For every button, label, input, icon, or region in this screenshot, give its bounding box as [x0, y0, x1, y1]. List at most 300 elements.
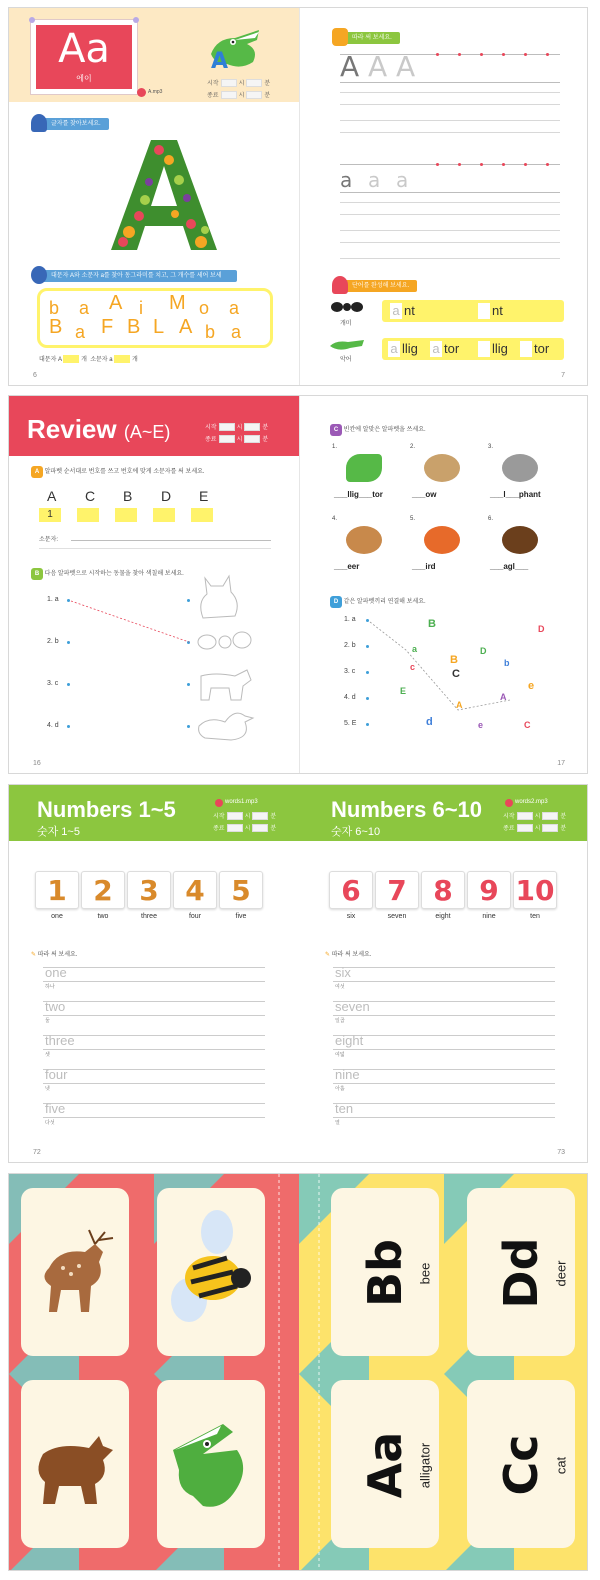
count-upper-label: 대문자 A	[39, 357, 62, 363]
letter-big: Aa	[58, 26, 110, 72]
count-letter[interactable]: B	[127, 316, 141, 338]
min-unit: 분	[270, 814, 277, 820]
svg-text:A: A	[211, 49, 229, 72]
complete-word-banner	[338, 280, 417, 292]
alligator-word-box[interactable]	[382, 338, 564, 360]
cat-outline-icon	[195, 572, 245, 624]
trace-upper-row	[340, 48, 560, 88]
word-part: nt	[492, 303, 503, 318]
scatter-letter[interactable]: D	[480, 646, 487, 656]
numbers-title-right: Numbers 6~10	[331, 797, 483, 822]
count-answer	[39, 354, 138, 363]
animal-word-blank[interactable]: ___llig___tor	[334, 490, 383, 499]
count-letter[interactable]: M	[169, 292, 186, 314]
number-tile[interactable]	[173, 871, 217, 909]
kid-icon	[31, 114, 47, 132]
page-17	[299, 396, 588, 773]
page-number: 7	[561, 372, 565, 379]
writing-line[interactable]	[340, 230, 560, 231]
word-blank[interactable]: a	[430, 341, 442, 357]
picture-card-bee[interactable]	[157, 1188, 265, 1356]
animal-word-blank[interactable]: ___agl___	[490, 562, 529, 571]
section-b-text: 다음 알파벳으로 시작하는 동물을 찾아 색칠해 보세요.	[44, 571, 184, 577]
number-digit: 1	[47, 874, 67, 907]
number-tile[interactable]	[219, 871, 263, 909]
animal-number: 3.	[488, 444, 494, 450]
time-start-hour-field[interactable]	[221, 79, 237, 87]
spread-flashcards	[8, 1173, 588, 1571]
trace-word-korean: 아홉	[335, 1086, 345, 1092]
number-word: seven	[387, 913, 407, 920]
animal-number: 2.	[410, 444, 416, 450]
writing-line[interactable]	[340, 214, 560, 215]
count-letter[interactable]: A	[109, 292, 123, 314]
number-tile[interactable]	[421, 871, 465, 909]
bee-icon	[167, 1208, 257, 1338]
time-end-hour-field[interactable]	[517, 824, 533, 832]
hour-unit: 시	[244, 814, 251, 820]
trace-label-left	[31, 949, 77, 958]
trace-word[interactable]: ten	[335, 1101, 354, 1116]
section-c-text: 빈칸에 알맞은 알파벳을 쓰세요.	[343, 427, 426, 433]
letter-korean: 에이	[76, 74, 92, 83]
order-number-field[interactable]: 1	[39, 508, 61, 522]
pin-icon	[29, 17, 35, 23]
min-unit: 분	[264, 81, 271, 87]
count-letter[interactable]: a	[75, 322, 86, 342]
word-part: tor	[534, 341, 550, 356]
trace-baseline[interactable]	[43, 1117, 265, 1118]
writing-line[interactable]	[340, 92, 560, 93]
trace-letter[interactable]: A	[340, 50, 360, 83]
trace-word[interactable]: four	[45, 1067, 68, 1082]
lowercase-label: 소문자:	[39, 537, 59, 543]
number-word: ten	[530, 913, 540, 920]
connect-item-label: 1. a	[344, 616, 356, 623]
dog-outline-icon	[195, 666, 255, 702]
trace-word-korean: 여덟	[335, 1052, 345, 1058]
time-start-min-field[interactable]	[246, 79, 262, 87]
writing-line[interactable]	[340, 104, 560, 105]
trace-word-korean: 열	[335, 1120, 340, 1126]
hour-unit: 시	[534, 826, 541, 832]
pencil-icon: ✎	[325, 952, 331, 958]
scatter-letter[interactable]: B	[428, 618, 436, 630]
trace-baseline[interactable]	[43, 1083, 265, 1084]
trace-guideline	[43, 1103, 265, 1104]
guide-dot	[502, 53, 505, 56]
number-word: four	[188, 913, 202, 920]
card-word: bee	[417, 1262, 433, 1285]
time-start-label: 시작	[213, 814, 225, 820]
connect-item-label: 5. E	[344, 720, 357, 727]
word-part: llig	[402, 341, 418, 356]
section-b-badge: B	[31, 568, 43, 580]
animal-number: 5.	[410, 516, 416, 522]
match-item-label: 2. b	[47, 638, 59, 645]
animal-number: 6.	[488, 516, 494, 522]
hour-unit: 시	[236, 437, 243, 443]
page-number: 73	[557, 1149, 565, 1156]
section-a-text: 알파벳 순서대로 번호를 쓰고 번호에 맞게 소문자를 써 보세요.	[44, 469, 205, 475]
count-letter[interactable]: o	[199, 298, 210, 318]
find-letter-banner	[37, 118, 109, 130]
match-item-label: 4. d	[47, 722, 59, 729]
section-a-badge: A	[31, 466, 43, 478]
count-unit: 개	[131, 357, 138, 363]
time-end-label: 종료	[207, 93, 219, 99]
review-range: (A~E)	[123, 422, 171, 442]
trace-guideline	[333, 1069, 555, 1070]
page-number: 16	[33, 760, 41, 767]
count-letter[interactable]: i	[139, 298, 143, 318]
trace-instruction: 따라 써 보세요.	[352, 35, 392, 41]
animal-word-blank[interactable]: ___l___phant	[490, 490, 541, 499]
animal-number: 1.	[332, 444, 338, 450]
time-start-label: 시작	[207, 81, 219, 87]
ant-icon	[330, 298, 364, 316]
count-instruction: 대문자 A와 소문자 a를 찾아 동그라미를 치고, 그 개수를 세어 보세	[51, 273, 222, 279]
count-letter[interactable]: a	[79, 298, 90, 318]
time-end-min-field[interactable]	[542, 824, 558, 832]
order-letter: C	[85, 488, 96, 504]
trace-guideline	[340, 164, 560, 165]
trace-baseline[interactable]	[333, 1083, 555, 1084]
complete-word-instruction: 단어를 완성해 보세요.	[352, 283, 410, 289]
writing-line[interactable]	[340, 258, 560, 259]
trace-baseline[interactable]	[43, 981, 265, 982]
writing-line[interactable]	[340, 202, 560, 203]
trace-banner	[338, 32, 400, 44]
letter-card-bee[interactable]	[331, 1188, 439, 1356]
match-item-label: 3. c	[47, 680, 59, 687]
trace-word-korean: 하나	[45, 984, 55, 990]
number-tile[interactable]	[127, 871, 171, 909]
card-letter: Cc	[494, 1434, 548, 1496]
animal-word-blank[interactable]: ___ow	[412, 490, 437, 499]
count-lower-field[interactable]	[114, 355, 130, 363]
card-letter: Bb	[358, 1239, 412, 1307]
pencil-icon: ✎	[31, 952, 37, 958]
trace-word-korean: 넷	[45, 1086, 50, 1092]
page-72	[9, 785, 299, 1162]
number-word: six	[346, 913, 356, 920]
min-unit: 분	[264, 93, 271, 99]
card-word: alligator	[417, 1442, 433, 1489]
count-letter[interactable]: B	[49, 316, 63, 338]
scatter-letter[interactable]: D	[538, 624, 545, 634]
number-digit: 8	[433, 874, 453, 907]
animal-word-blank[interactable]: ___ird	[412, 562, 436, 571]
page-number: 6	[33, 372, 37, 379]
guide-dot	[546, 163, 549, 166]
speaker-icon[interactable]	[505, 799, 513, 807]
guide-dot	[436, 163, 439, 166]
word-blank[interactable]: a	[388, 341, 400, 357]
time-end-min-field[interactable]	[252, 824, 268, 832]
trace-word[interactable]: six	[335, 965, 351, 980]
card-word: deer	[553, 1260, 569, 1287]
number-tile[interactable]	[375, 871, 419, 909]
guide-dot	[502, 163, 505, 166]
letter-card-alligator[interactable]	[331, 1380, 439, 1548]
word-part: tor	[444, 341, 460, 356]
guide-dot	[436, 53, 439, 56]
count-letter[interactable]: b	[205, 322, 216, 342]
number-word: nine	[482, 913, 496, 920]
guide-dot	[524, 163, 527, 166]
numbers-subtitle-left: 숫자 1~5	[37, 826, 80, 838]
picture-card-deer[interactable]	[21, 1188, 129, 1356]
trace-word[interactable]: three	[45, 1033, 75, 1048]
page-73	[299, 785, 588, 1162]
count-letter[interactable]: A	[179, 316, 193, 338]
trace-word[interactable]: eight	[335, 1033, 364, 1048]
ant-word-box[interactable]	[382, 300, 564, 322]
letter-card-deer[interactable]	[467, 1188, 575, 1356]
guide-dot	[480, 53, 483, 56]
spread-review	[8, 395, 588, 774]
duck-outline-icon	[195, 704, 255, 744]
alligator-small-icon	[328, 338, 366, 352]
guide-dot	[524, 53, 527, 56]
connect-lines-dotted	[300, 396, 588, 774]
trace-letter[interactable]: a	[368, 168, 381, 192]
trace-word-korean: 셋	[45, 1052, 50, 1058]
number-digit: 6	[341, 874, 361, 907]
writing-line[interactable]	[340, 120, 560, 121]
min-unit: 분	[560, 814, 567, 820]
letter-card	[31, 20, 137, 94]
spread-numbers	[8, 784, 588, 1163]
trace-baseline[interactable]	[333, 1117, 555, 1118]
count-lower-label: 소문자 a	[90, 357, 113, 363]
number-tile[interactable]	[467, 871, 511, 909]
order-letter: D	[161, 488, 172, 504]
card-letter: Dd	[494, 1237, 548, 1309]
scatter-letter[interactable]: C	[452, 668, 460, 680]
giraffe-icon	[332, 28, 348, 46]
number-tile[interactable]	[81, 871, 125, 909]
card-word: cat	[553, 1456, 569, 1475]
page-number: 17	[557, 760, 565, 767]
scatter-letter[interactable]: b	[504, 658, 510, 668]
word-blank[interactable]	[478, 303, 490, 319]
order-letter: A	[47, 488, 57, 504]
count-unit: 개	[81, 357, 87, 363]
letter-card-cat[interactable]	[467, 1380, 575, 1548]
number-tile[interactable]	[35, 871, 79, 909]
time-start-min-field[interactable]	[252, 812, 268, 820]
scatter-letter[interactable]: a	[412, 644, 418, 654]
trace-word-korean: 둘	[45, 1018, 50, 1024]
time-end-hour-field[interactable]	[227, 824, 243, 832]
trace-word-korean: 다섯	[45, 1120, 55, 1126]
audio-filename[interactable]: A.mp3	[148, 89, 163, 95]
numbers-subtitle-right: 숫자 6~10	[331, 826, 381, 838]
trace-word-korean: 여섯	[335, 984, 345, 990]
count-letter[interactable]: b	[49, 298, 60, 318]
trace-label-text: 따라 써 보세요.	[331, 952, 372, 958]
page-number: 72	[33, 1149, 41, 1156]
number-tile[interactable]	[329, 871, 373, 909]
number-digit: 2	[93, 874, 113, 907]
trace-guideline	[43, 1069, 265, 1070]
scatter-letter[interactable]: e	[528, 680, 535, 692]
connect-item-label: 2. b	[344, 642, 356, 649]
trace-letter[interactable]: A	[368, 50, 388, 83]
number-digit: 9	[479, 874, 499, 907]
count-letter[interactable]: F	[101, 316, 114, 338]
trace-baseline[interactable]	[43, 1049, 265, 1050]
trace-letter[interactable]: a	[396, 168, 409, 192]
trace-baseline[interactable]	[333, 1049, 555, 1050]
scatter-letter[interactable]: C	[524, 720, 531, 730]
speaker-icon[interactable]	[137, 88, 146, 97]
writing-line[interactable]	[340, 132, 560, 133]
trace-label-right	[325, 949, 371, 958]
number-tile[interactable]	[513, 871, 557, 909]
match-item-label: 1. a	[47, 596, 59, 603]
trace-label-text: 따라 써 보세요.	[37, 952, 78, 958]
trace-word[interactable]: two	[45, 999, 66, 1014]
trace-guideline	[333, 1035, 555, 1036]
trace-guideline	[43, 1001, 265, 1002]
time-end-hour-field[interactable]	[221, 91, 237, 99]
number-digit: 5	[231, 874, 251, 907]
alligator-label: 악어	[340, 357, 352, 363]
hour-unit: 시	[238, 81, 245, 87]
hour-unit: 시	[238, 93, 245, 99]
guide-dot	[458, 53, 461, 56]
review-title-text: Review	[27, 414, 117, 444]
hour-unit: 시	[236, 425, 243, 431]
time-start-min-field[interactable]	[542, 812, 558, 820]
audio-filename[interactable]: words2.mp3	[515, 799, 548, 805]
trace-guideline	[333, 1103, 555, 1104]
order-letter: E	[199, 488, 209, 504]
number-word: five	[235, 913, 247, 920]
min-unit: 분	[560, 826, 567, 832]
trace-baseline[interactable]	[333, 1015, 555, 1016]
guide-dot	[480, 163, 483, 166]
scatter-letter[interactable]: A	[500, 692, 507, 702]
min-unit: 분	[262, 425, 269, 431]
ant-outline-icon	[195, 626, 255, 656]
word-blank[interactable]	[478, 341, 490, 357]
trace-letter[interactable]: a	[340, 168, 353, 192]
scatter-letter[interactable]: E	[400, 686, 407, 696]
spread-letter-a	[8, 7, 588, 386]
deer-icon	[29, 1228, 121, 1318]
count-letters-row2	[49, 316, 259, 344]
count-letter[interactable]: a	[231, 322, 242, 342]
trace-guideline	[43, 967, 265, 968]
connect-item-label: 4. d	[344, 694, 356, 701]
word-blank[interactable]: a	[390, 303, 402, 319]
number-digit: 4	[185, 874, 205, 907]
picture-card-cat[interactable]	[21, 1380, 129, 1548]
match-line-dotted	[9, 396, 299, 774]
time-start-hour-field[interactable]	[517, 812, 533, 820]
trace-word-korean: 일곱	[335, 1018, 345, 1024]
trace-word[interactable]: seven	[335, 999, 370, 1014]
section-d-badge: D	[330, 596, 342, 608]
trace-letter[interactable]: A	[396, 50, 416, 83]
pin-icon	[133, 17, 139, 23]
time-start-label: 시작	[503, 814, 515, 820]
scatter-letter[interactable]: A	[456, 700, 463, 710]
order-letter: B	[123, 488, 133, 504]
time-start-label: 시작	[205, 425, 217, 431]
audio-filename[interactable]: words1.mp3	[225, 799, 258, 805]
guide-dot	[546, 53, 549, 56]
animal-number: 4.	[332, 516, 338, 522]
min-unit: 분	[262, 437, 269, 443]
number-word: eight	[435, 913, 451, 920]
scatter-letter[interactable]: c	[410, 662, 416, 672]
number-word: one	[51, 913, 63, 920]
connect-item-label: 3. c	[344, 668, 356, 675]
section-c-badge: C	[330, 424, 342, 436]
animal-word-blank[interactable]: ___eer	[334, 562, 360, 571]
time-end-label: 종료	[213, 826, 225, 832]
scatter-letter[interactable]: d	[426, 716, 433, 728]
trace-guideline	[43, 1035, 265, 1036]
count-upper-field[interactable]	[63, 355, 79, 363]
time-end-min-field[interactable]	[246, 91, 262, 99]
count-banner	[37, 270, 237, 282]
ant-label: 개미	[340, 321, 352, 327]
speaker-icon[interactable]	[215, 799, 223, 807]
hour-unit: 시	[244, 826, 251, 832]
trace-word[interactable]: five	[45, 1101, 66, 1116]
time-start-hour-field[interactable]	[227, 812, 243, 820]
find-letter-text: 글자를 찾아보세요.	[51, 121, 101, 127]
time-end-label: 종료	[503, 826, 515, 832]
page-16	[9, 396, 299, 773]
alligator-icon	[207, 24, 265, 72]
scatter-letter[interactable]: B	[450, 654, 458, 666]
trace-baseline[interactable]	[43, 1015, 265, 1016]
word-part: llig	[492, 341, 508, 356]
numbers-title-left: Numbers 1~5	[37, 797, 176, 822]
count-letter[interactable]: L	[153, 316, 165, 338]
word-part: nt	[404, 303, 415, 318]
trace-word[interactable]: one	[45, 965, 67, 980]
page-6	[9, 8, 299, 385]
picture-card-alligator[interactable]	[157, 1380, 265, 1548]
trace-word[interactable]: nine	[335, 1067, 360, 1082]
scatter-letter[interactable]: e	[478, 720, 484, 730]
kid-icon	[332, 276, 348, 294]
card-letter: Aa	[358, 1431, 412, 1499]
trace-baseline[interactable]	[333, 981, 555, 982]
trace-guideline	[333, 967, 555, 968]
count-letter[interactable]: a	[229, 298, 240, 318]
guide-dot	[458, 163, 461, 166]
vegetable-letter-a-image	[109, 136, 219, 254]
number-digit: 10	[515, 874, 555, 907]
trace-baseline	[340, 192, 560, 193]
globe-icon	[31, 266, 47, 284]
alligator-icon	[163, 1410, 259, 1520]
number-digit: 7	[387, 874, 407, 907]
writing-line[interactable]	[340, 242, 560, 243]
number-digit: 3	[139, 874, 159, 907]
time-end-label: 종료	[205, 437, 217, 443]
word-blank[interactable]	[520, 341, 532, 357]
